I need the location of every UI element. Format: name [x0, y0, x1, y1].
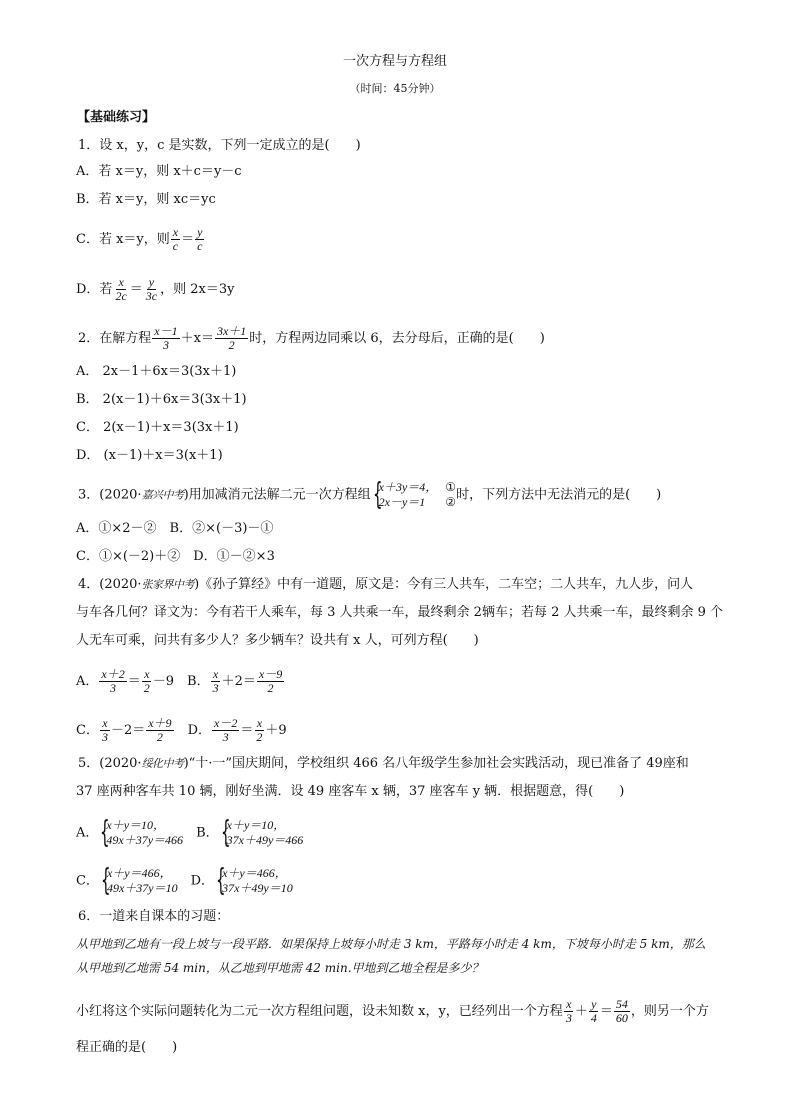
fraction: $\frac{x}{3}$ [212, 667, 219, 695]
fraction: $\frac{x-2}{3}$ [214, 716, 238, 744]
question-2-stem: 2．在解方程 $\frac{x-1}{3}$ ＋x＝ $\frac{3x+1}{2}$ 时，方程两边同乘以 6，去分母后，正确的是( ) [78, 324, 545, 352]
fraction: $\frac{x-9}{2}$ [258, 667, 283, 695]
question-6-stem: 6．一道来自课本的习题： [78, 909, 230, 924]
question-5-options-ab: A． { x＋y＝10， 49x＋37y＝466 B． { x＋y＝10， 37x＋49y＝466 [76, 815, 304, 850]
fraction: $\frac{x-1}{3}$ [154, 324, 178, 352]
question-5-line-2: 37 座两种客车共 10 辆，刚好坐满．设 49 座客车 x 辆，37 座客车 y 辆．根据题意，得( ) [76, 784, 625, 799]
question-5-options-cd: C． { x＋y＝466， 49x＋37y＝10 D． { x＋y＝466， 37x＋49y＝10 [76, 863, 293, 898]
time-note: （时间：45分钟） [349, 82, 441, 95]
question-1-stem: 1．设 x，y，c 是实数，下列一定成立的是( ) [78, 138, 361, 153]
equation-system: { x＋y＝10， 37x＋49y＝466 [220, 815, 304, 850]
fraction: $\frac{x}{3}$ [565, 997, 572, 1025]
question-1-option-b: B．若 x＝y，则 xc＝yc [76, 192, 216, 207]
fraction: $\frac{x+9}{2}$ [148, 716, 172, 744]
source-tag: 嘉兴中考 [141, 488, 184, 502]
fraction: $\frac{3x+1}{2}$ [216, 324, 247, 352]
question-1-option-a: A．若 x＝y，则 x＋c＝y－c [76, 164, 242, 179]
fraction: $\frac{y}{3c}$ [145, 275, 158, 303]
fraction: $\frac{y}{4}$ [590, 997, 597, 1025]
question-4-line-3: 人无车可乘，问共有多少人？多少辆车？设共有 x 人，可列方程( ) [76, 633, 479, 648]
section-heading: 【基础练习】 [77, 110, 156, 125]
question-2-option-b: B． 2(x－1)＋6x＝3(3x＋1) [76, 392, 247, 407]
question-1-option-d: D．若 $\frac{x}{2c}$ ＝ $\frac{y}{3c}$ ，则 2x＝3y [76, 275, 235, 303]
question-1-option-c: C．若 x＝y，则 $\frac{x}{c}$ ＝ $\frac{y}{c}$ [76, 225, 203, 253]
fraction: $\frac{x}{3}$ [101, 716, 108, 744]
question-5-line-1: 5．(2020·绥化中考)“十·一”国庆期间，学校组织 466 名八年级学生参加社会实践活动，现已准备了 49座和 [78, 756, 689, 771]
question-2-option-c: C． 2(x－1)＋x＝3(3x＋1) [76, 420, 239, 435]
source-tag: 张家界中考 [141, 578, 195, 591]
question-2-option-a: A． 2x－1＋6x＝3(3x＋1) [76, 364, 237, 379]
equation-system: { x＋y＝10， 49x＋37y＝466 [100, 815, 184, 850]
fraction: $\frac{y}{c}$ [197, 225, 203, 253]
question-4-options-ab: A． $\frac{x+2}{3}$ ＝ $\frac{x}{2}$ －9 B． $\frac{x}{3}$ ＋2＝ $\frac{x-9}{2}$ [76, 667, 283, 695]
question-6-line-2: 程正确的是( ) [76, 1040, 178, 1055]
fraction: $\frac{x}{2c}$ [115, 275, 127, 303]
question-4-line-1: 4．(2020·张家界中考)《孙子算经》中有一道题，原文是：今有三人共车，二车空；二人共车，九人步，问人 [78, 577, 694, 592]
question-6-story: 从甲地到乙地有一段上坡与一段平路．如果保持上坡每小时走 3 km，平路每小时走 4 km，下坡每小时走 5 km，那么从甲地到乙地需 54 min，从乙地到甲地需 42 min.甲地到乙地全程是多少？ [76, 937, 706, 975]
equation-system: { x＋3y＝4， 2x－y＝1 ① ② [372, 477, 457, 512]
question-3-options-ab: A．①×2－② B．②×(－3)－① [76, 521, 274, 536]
fraction: $\frac{x}{2}$ [143, 667, 150, 695]
question-4-line-2: 与车各几何？译文为：今有若干人乘车，每 3 人共乘一车，最终剩余 2辆车；若每 2 人共乘一车，最终剩余 9 个 [76, 605, 724, 620]
fraction: $\frac{x}{2}$ [256, 716, 263, 744]
fraction: $\frac{x+2}{3}$ [101, 667, 125, 695]
equation-system: { x＋y＝466， 49x＋37y＝10 [100, 863, 178, 898]
question-3-options-cd: C．①×(－2)＋② D．①－②×3 [76, 549, 275, 564]
question-6-line-1: 小红将这个实际问题转化为二元一次方程组问题，设未知数 x，y，已经列出一个方程 $\frac{x}{3}$ ＋ $\frac{y}{4}$ ＝ $\frac{54}{60}$ ，则另一个方 [76, 997, 709, 1025]
source-tag: 绥化中考 [141, 757, 184, 770]
fraction: $\frac{x}{c}$ [172, 225, 179, 253]
question-4-options-cd: C． $\frac{x}{3}$ －2＝ $\frac{x+9}{2}$ D． $\frac{x-2}{3}$ ＝ $\frac{x}{2}$ ＋9 [76, 716, 287, 744]
question-2-option-d: D． (x－1)＋x＝3(x＋1) [76, 448, 223, 463]
page-title: 一次方程与方程组 [342, 54, 447, 69]
question-3-stem: 3．(2020·嘉兴中考)用加减消元法解二元一次方程组 { x＋3y＝4， 2x－y＝1 ① ② 时，下列方法中无法消元的是( ) [78, 477, 662, 512]
fraction: $\frac{54}{60}$ [615, 997, 628, 1025]
equation-system: { x＋y＝466， 37x＋49y＝10 [216, 863, 293, 898]
